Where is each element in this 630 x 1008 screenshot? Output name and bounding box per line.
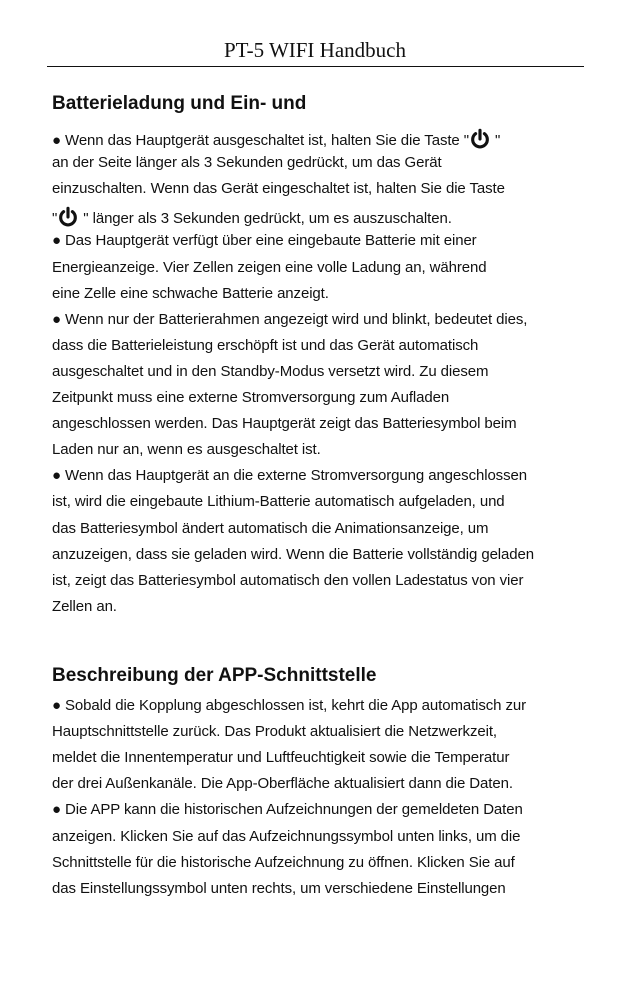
section2-line [52,749,509,766]
section2-line [52,880,506,897]
section1-line [52,520,488,537]
text-run: " [52,210,58,228]
power-icon [469,128,491,154]
section2-line [52,775,513,792]
section1-heading: Batterieladung und Ein- und [52,93,307,114]
section2-heading: Beschreibung der APP-Schnittstelle [52,665,377,686]
text-run: ● Die APP kann die historischen Aufzeichnungen der gemeldeten Daten [52,801,523,819]
text-run: dass die Batterieleistung erschöpft ist und das Gerät automatisch [52,336,479,354]
header-title: PT-5 WIFI Handbuch [224,38,406,62]
text-run: Zellen an. [52,597,117,615]
text-run: ● Sobald die Kopplung abgeschlossen ist, kehrt die App automatisch zur [52,697,527,714]
text-run: das Einstellungssymbol unten rechts, um verschiedene Einstellungen [52,879,506,897]
section1-line [52,206,452,232]
power-icon [57,206,79,232]
section1-line [52,128,500,154]
text-run: ● Wenn das Hauptgerät ausgeschaltet ist, halten Sie die Taste " [52,132,469,149]
text-run: einzuschalten. Wenn das Gerät eingeschaltet ist, halten Sie die Taste [52,180,505,198]
text-run: anzuzeigen, dass sie geladen wird. Wenn die Batterie vollständig geladen [52,545,535,563]
section2-line [52,697,526,714]
header-rule [47,66,584,67]
text-run: eine Zelle eine schwache Batterie anzeigt. [52,284,329,302]
section1-line [52,285,329,302]
text-run: " [490,132,501,149]
text-run: Laden nur an, wenn es ausgeschaltet ist. [52,441,321,459]
text-run: das Batteriesymbol ändert automatisch die Animationsanzeige, um [52,519,489,537]
section1-line [52,154,442,171]
text-run: Energieanzeige. Vier Zellen zeigen eine volle Ladung an, während [52,258,487,276]
section2-line [52,801,523,818]
text-run: ausgeschaltet und in den Standby-Modus versetzt wird. Zu diesem [52,362,489,380]
section1-line [52,259,486,276]
section1-line [52,598,117,615]
text-run: meldet die Innentemperatur und Luftfeuchtigkeit sowie die Temperatur [52,749,510,767]
text-run: Hauptschnittstelle zurück. Das Produkt aktualisiert die Netzwerkzeit, [52,723,497,741]
section1-line [52,572,523,589]
text-run: angeschlossen werden. Das Hauptgerät zeigt das Batteriesymbol beim [52,415,517,433]
section2-line [52,723,497,740]
text-run: Schnittstelle für die historische Aufzeichnung zu öffnen. Klicken Sie auf [52,853,515,871]
text-run: ist, zeigt das Batteriesymbol automatisch den vollen Ladestatus von vier [52,571,524,589]
text-run: anzeigen. Klicken Sie auf das Aufzeichnungssymbol unten links, um die [52,827,521,845]
section1-line [52,337,478,354]
text-run: an der Seite länger als 3 Sekunden gedrückt, um das Gerät [52,154,442,172]
text-run: ● Das Hauptgerät verfügt über eine eingebaute Batterie mit einer [52,232,477,250]
text-run: ist, wird die eingebaute Lithium-Batterie automatisch aufgeladen, und [52,493,505,511]
text-run: ● Wenn das Hauptgerät an die externe Stromversorgung angeschlossen [52,467,527,485]
text-run: ● Wenn nur der Batterierahmen angezeigt wird und blinkt, bedeutet dies, [52,310,528,328]
text-run: Zeitpunkt muss eine externe Stromversorgung zum Aufladen [52,389,450,406]
section2-line [52,854,515,871]
section1-line [52,389,449,406]
section1-line [52,493,505,510]
section1-line [52,546,534,563]
section1-line [52,180,505,197]
section2-line [52,828,520,845]
section1-line [52,441,321,458]
section1-line [52,232,477,249]
text-run: der drei Außenkanäle. Die App-Oberfläche aktualisiert dann die Daten. [52,775,513,793]
section1-line [52,415,517,432]
text-run: " länger als 3 Sekunden gedrückt, um es auszuschalten. [79,210,452,228]
section1-line [52,363,488,380]
section1-line [52,467,527,484]
section1-line [52,311,527,328]
